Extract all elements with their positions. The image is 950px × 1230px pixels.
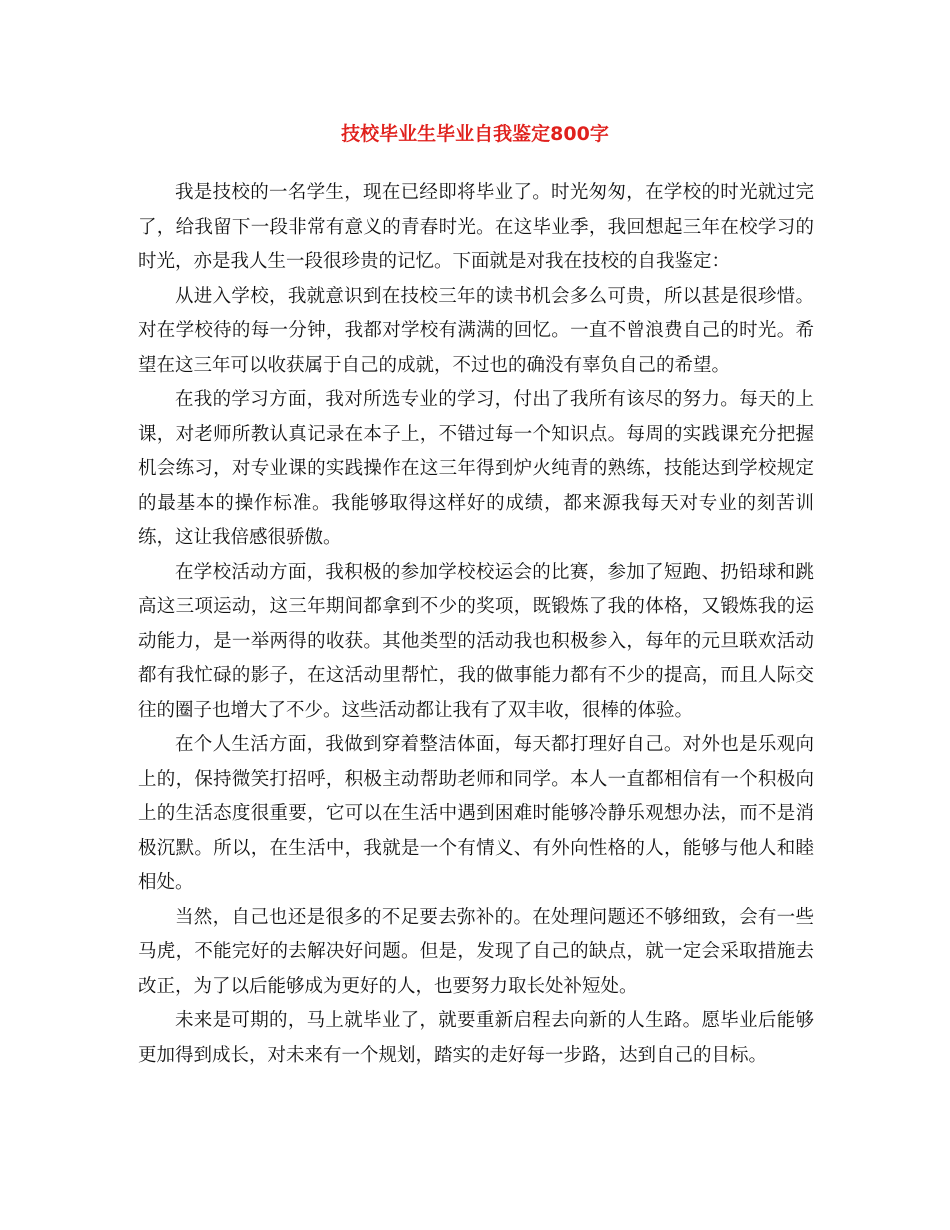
paragraph: 我是技校的一名学生，现在已经即将毕业了。时光匆匆，在学校的时光就过完了，给我留下一段非常有意义的青春时光。在这毕业季，我回想起三年在校学习的时光，亦是我人生一段很珍贵的记忆。下面就是对我在技校的自我鉴定： [138, 182, 814, 272]
paragraph: 从进入学校，我就意识到在技校三年的读书机会多么可贵，所以甚是很珍惜。对在学校待的每一分钟，我都对学校有满满的回忆。一直不曾浪费自己的时光。希望在这三年可以收获属于自己的成就，不过也的确没有辜负自己的希望。 [138, 285, 814, 376]
paragraph: 在个人生活方面，我做到穿着整洁体面，每天都打理好自己。对外也是乐观向上的，保持微笑打招呼，积极主动帮助老师和同学。本人一直都相信有一个积极向上的生活态度很重要，它可以在生活中遇到困难时能够冷静乐观想办法，而不是消极沉默。所以，在生活中，我就是一个有情义、有外向性格的人，能够与他人和睦相处。 [138, 734, 814, 893]
paragraph: 未来是可期的，马上就毕业了，就要重新启程去向新的人生路。愿毕业后能够更加得到成长，对未来有一个规划，踏实的走好每一步路，达到自己的目标。 [138, 1010, 814, 1066]
paragraph: 在学校活动方面，我积极的参加学校校运会的比赛，参加了短跑、扔铅球和跳高这三项运动，这三年期间都拿到不少的奖项，既锻炼了我的体格，又锻炼我的运动能力，是一举两得的收获。其他类型的活动我也积极参入，每年的元旦联欢活动都有我忙碌的影子，在这活动里帮忙，我的做事能力都有不少的提高，而且人际交往的圈子也增大了不少。这些活动都让我有了双丰收，很棒的体验。 [138, 561, 814, 721]
paragraph: 在我的学习方面，我对所选专业的学习，付出了我所有该尽的努力。每天的上课，对老师所教认真记录在本子上，不错过每一个知识点。每周的实践课充分把握机会练习，对专业课的实践操作在这三年得到炉火纯青的熟练，技能达到学校规定的最基本的操作标准。我能够取得这样好的成绩，都来源我每天对专业的刻苦训练，这让我倍感很骄傲。 [138, 389, 814, 548]
document-body [138, 176, 814, 1073]
paragraph: 当然，自己也还是很多的不足要去弥补的。在处理问题还不够细致，会有一些马虎，不能完好的去解决好问题。但是，发现了自己的缺点，就一定会采取措施去改正，为了以后能够成为更好的人，也要努力取长处补短处。 [138, 906, 814, 997]
document-title: 技校毕业生毕业自我鉴定800字 [341, 123, 609, 145]
